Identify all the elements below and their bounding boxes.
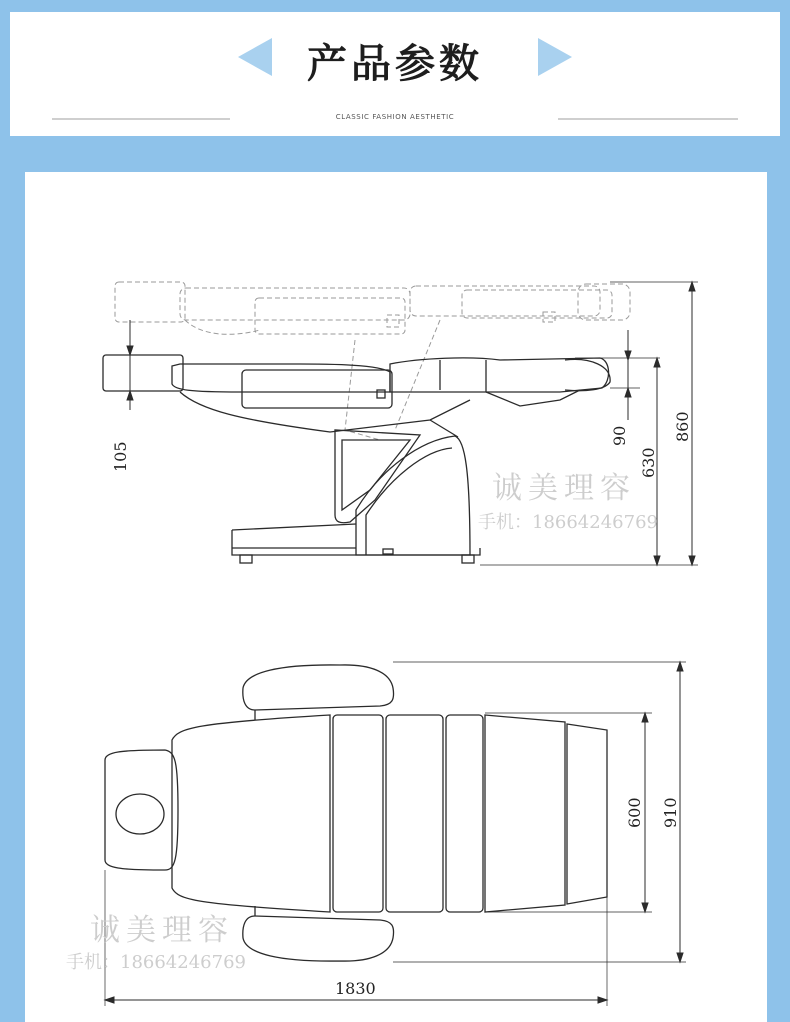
dim-label-600: 600	[625, 797, 644, 828]
dim-label-90: 90	[610, 425, 629, 446]
watermark-brand-upper: 诚美理容	[492, 471, 636, 506]
page-subtitle: CLASSIC FASHION AESTHETIC	[335, 113, 455, 121]
watermark-phone-upper: 手机：18664246769	[478, 512, 658, 533]
left-arrow-icon	[238, 38, 272, 76]
dim-label-630: 630	[639, 447, 658, 478]
dim-label-910: 910	[661, 797, 680, 828]
dim-label-860: 860	[673, 411, 692, 442]
watermark-phone-lower: 手机：18664246769	[66, 952, 246, 973]
watermark-brand-lower: 诚美理容	[90, 913, 234, 948]
dim-label-105: 105	[111, 441, 130, 472]
side-view-ghost-raised	[115, 282, 630, 440]
dim-label-1830: 1830	[335, 979, 376, 998]
right-arrow-icon	[538, 38, 572, 76]
page-title: 产品参数	[307, 41, 483, 87]
